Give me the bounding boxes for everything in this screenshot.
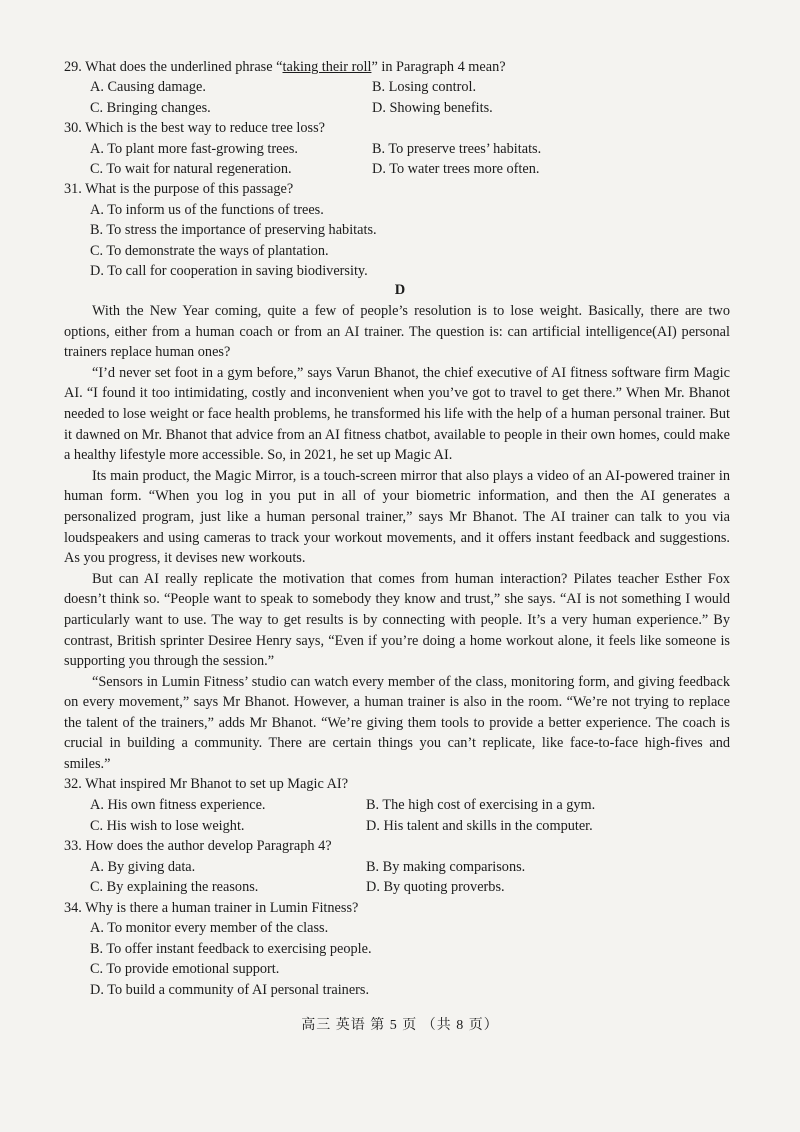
question-33-option-d[interactable]: D. By quoting proverbs.: [366, 879, 505, 895]
passage-paragraph-2: “I’d never set foot in a gym before,” says Varun Bhanot, the chief executive of AI fitness software firm Magic AI. “I found it too intimidating, costly and inconvenient when you’ve got to travel to get there.” When Mr. Bhanot needed to lose weight or face health problems, he transformed his life with the help of a human personal trainer. But it dawned on Mr. Bhanot that advice from an AI fitness chatbot, available to people in their own homes, could make a healthy lifestyle more accessible. So, in 2021, he set up Magic AI.: [64, 364, 730, 464]
question-31-option-a[interactable]: A. To inform us of the functions of trees.: [90, 202, 324, 218]
question-30-stem: 30. Which is the best way to reduce tree loss?: [64, 120, 325, 136]
question-32-option-b[interactable]: B. The high cost of exercising in a gym.: [366, 797, 596, 813]
question-33-stem: 33. How does the author develop Paragraph 4?: [64, 838, 332, 854]
page-footer: 高三 英语 第 5 页 （共 8 页）: [301, 1018, 499, 1033]
underlined-phrase: taking their roll: [282, 59, 372, 75]
question-33-option-c[interactable]: C. By explaining the reasons.: [90, 879, 259, 895]
question-29-option-d[interactable]: D. Showing benefits.: [372, 100, 493, 116]
passage-paragraph-5: “Sensors in Lumin Fitness’ studio can watch every member of the class, monitoring form, and giving feedback on every movement,” says Mr Bhanot. However, a human trainer is also in the room. “We’re not trying to replace the talent of the trainers,” adds Mr Bhanot. “We’re giving them tools to provide a better experience. The coach is crucial in building a community. There are certain things you can’t replicate, like face-to-face high-fives and smiles.”: [64, 673, 730, 773]
question-32-option-c[interactable]: C. His wish to lose weight.: [90, 818, 245, 834]
question-31-option-b[interactable]: B. To stress the importance of preserving habitats.: [90, 222, 377, 238]
question-31-stem: 31. What is the purpose of this passage?: [64, 181, 294, 197]
passage-paragraph-3: Its main product, the Magic Mirror, is a touch-screen mirror that also plays a video of an AI-powered trainer in human form. “When you log in you put in all of your biometric information, and then the AI generates a personalized program, just like a human personal trainer,” says Mr Bhanot. The AI trainer can talk to you via loudspeakers and using cameras to track your workout movements, and it offers instant feedback and suggestions. As you progress, it devises new workouts.: [64, 467, 730, 567]
question-30-option-c[interactable]: C. To wait for natural regeneration.: [90, 161, 292, 177]
question-33-option-b[interactable]: B. By making comparisons.: [366, 859, 526, 875]
question-32-stem: 32. What inspired Mr Bhanot to set up Magic AI?: [64, 776, 349, 792]
question-34-option-a[interactable]: A. To monitor every member of the class.: [90, 920, 329, 936]
question-30-option-a[interactable]: A. To plant more fast-growing trees.: [90, 141, 298, 157]
passage-paragraph-4: But can AI really replicate the motivation that comes from human interaction? Pilates teacher Esther Fox doesn’t think so. “People want to speak to somebody they know and trust,” she says. “AI is not something I would particularly want to use. The way to get results is by connecting with people. It’s a very human experience.” By contrast, British sprinter Desiree Henry says, “Even if you’re doing a home workout alone, it feels like someone is supporting you through the session.”: [64, 570, 730, 670]
question-32-option-d[interactable]: D. His talent and skills in the computer.: [366, 818, 593, 834]
question-29-stem: 29. What does the underlined phrase “taking their roll” in Paragraph 4 mean?: [64, 59, 506, 75]
question-34-stem: 34. Why is there a human trainer in Lumin Fitness?: [64, 900, 359, 916]
question-34-option-d[interactable]: D. To build a community of AI personal trainers.: [90, 982, 370, 998]
question-31-option-c[interactable]: C. To demonstrate the ways of plantation.: [90, 243, 329, 259]
question-29-option-b[interactable]: B. Losing control.: [372, 79, 477, 95]
question-30-option-b[interactable]: B. To preserve trees’ habitats.: [372, 141, 542, 157]
section-heading: D: [394, 282, 406, 298]
question-33-option-a[interactable]: A. By giving data.: [90, 859, 196, 875]
passage-paragraph-1: With the New Year coming, quite a few of people’s resolution is to lose weight. Basically, there are two options, either from a human coach or from an AI trainer. The question is: can artificial intelligence(AI) personal trainers replace human ones?: [64, 303, 730, 361]
question-29-option-c[interactable]: C. Bringing changes.: [90, 100, 211, 116]
question-29-option-a[interactable]: A. Causing damage.: [90, 79, 206, 95]
question-34-option-c[interactable]: C. To provide emotional support.: [90, 961, 280, 977]
question-34-option-b[interactable]: B. To offer instant feedback to exercising people.: [90, 941, 372, 957]
question-32-option-a[interactable]: A. His own fitness experience.: [90, 797, 266, 813]
reading-passage: [64, 301, 730, 775]
question-31-option-d[interactable]: D. To call for cooperation in saving biodiversity.: [90, 263, 368, 279]
question-30-option-d[interactable]: D. To water trees more often.: [372, 161, 540, 177]
